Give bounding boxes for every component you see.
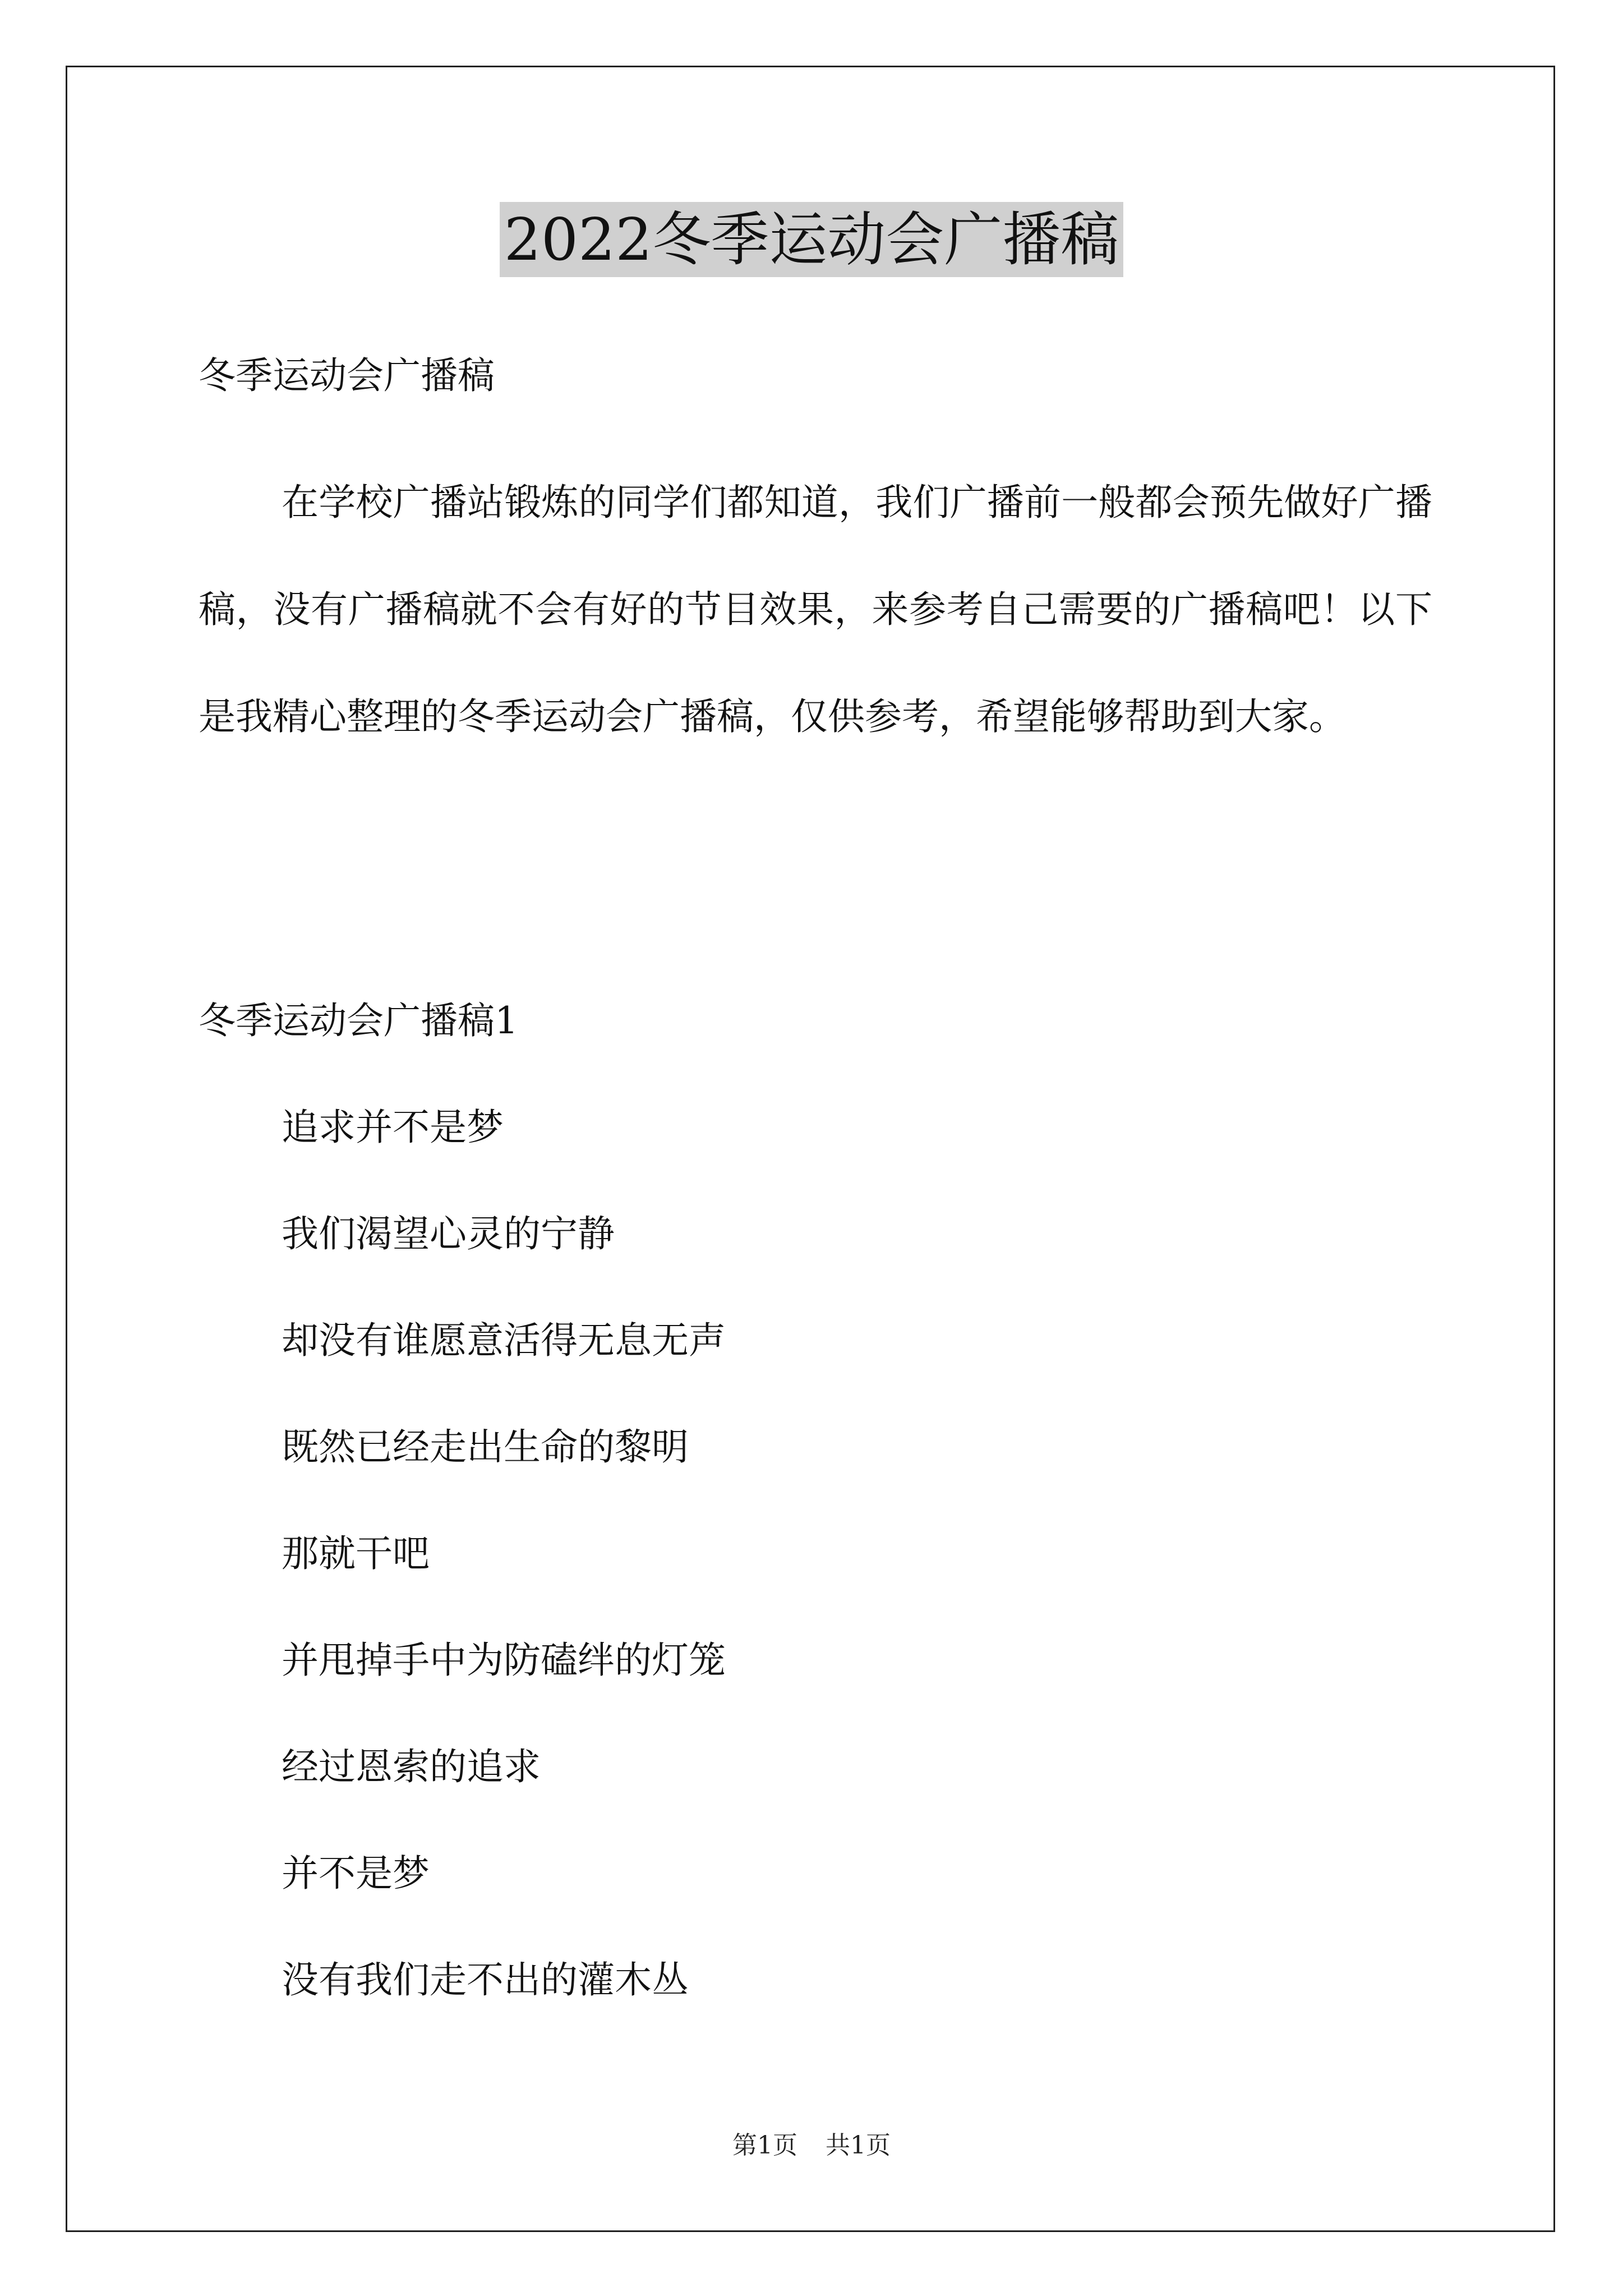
poem-line: 并不是梦: [282, 1852, 430, 1895]
intro-paragraph: 在学校广播站锻炼的同学们都知道，我们广播前一般都会预先做好广播稿，没有广播稿就不会有好的节目效果，来参考自己需要的广播稿吧！以下是我精心整理的冬季运动会广播稿，仅供参考，希望能够帮助到大家。: [199, 481, 1432, 738]
poem-line: 并甩掉手中为防磕绊的灯笼: [282, 1639, 726, 1682]
section-heading: 冬季运动会广播稿1: [199, 999, 518, 1042]
poem-line: 追求并不是梦: [282, 1106, 504, 1149]
document-title: [0, 197, 1623, 282]
poem-line: 那就干吧: [282, 1532, 430, 1575]
poem-line: 经过恩索的追求: [282, 1745, 541, 1788]
poem-line: 我们渴望心灵的宁静: [282, 1212, 615, 1255]
page-footer: [0, 2126, 1623, 2165]
page-number: 第1页: [732, 2131, 797, 2160]
document-title-text: 2022冬季运动会广播稿: [500, 202, 1124, 277]
page-total: 共1页: [826, 2131, 891, 2160]
poem-line: 却没有谁愿意活得无息无声: [282, 1319, 726, 1362]
poem-line: 既然已经走出生命的黎明: [282, 1425, 689, 1469]
document-subtitle: 冬季运动会广播稿: [199, 354, 495, 397]
poem-line: 没有我们走不出的灌木丛: [282, 1958, 689, 2001]
